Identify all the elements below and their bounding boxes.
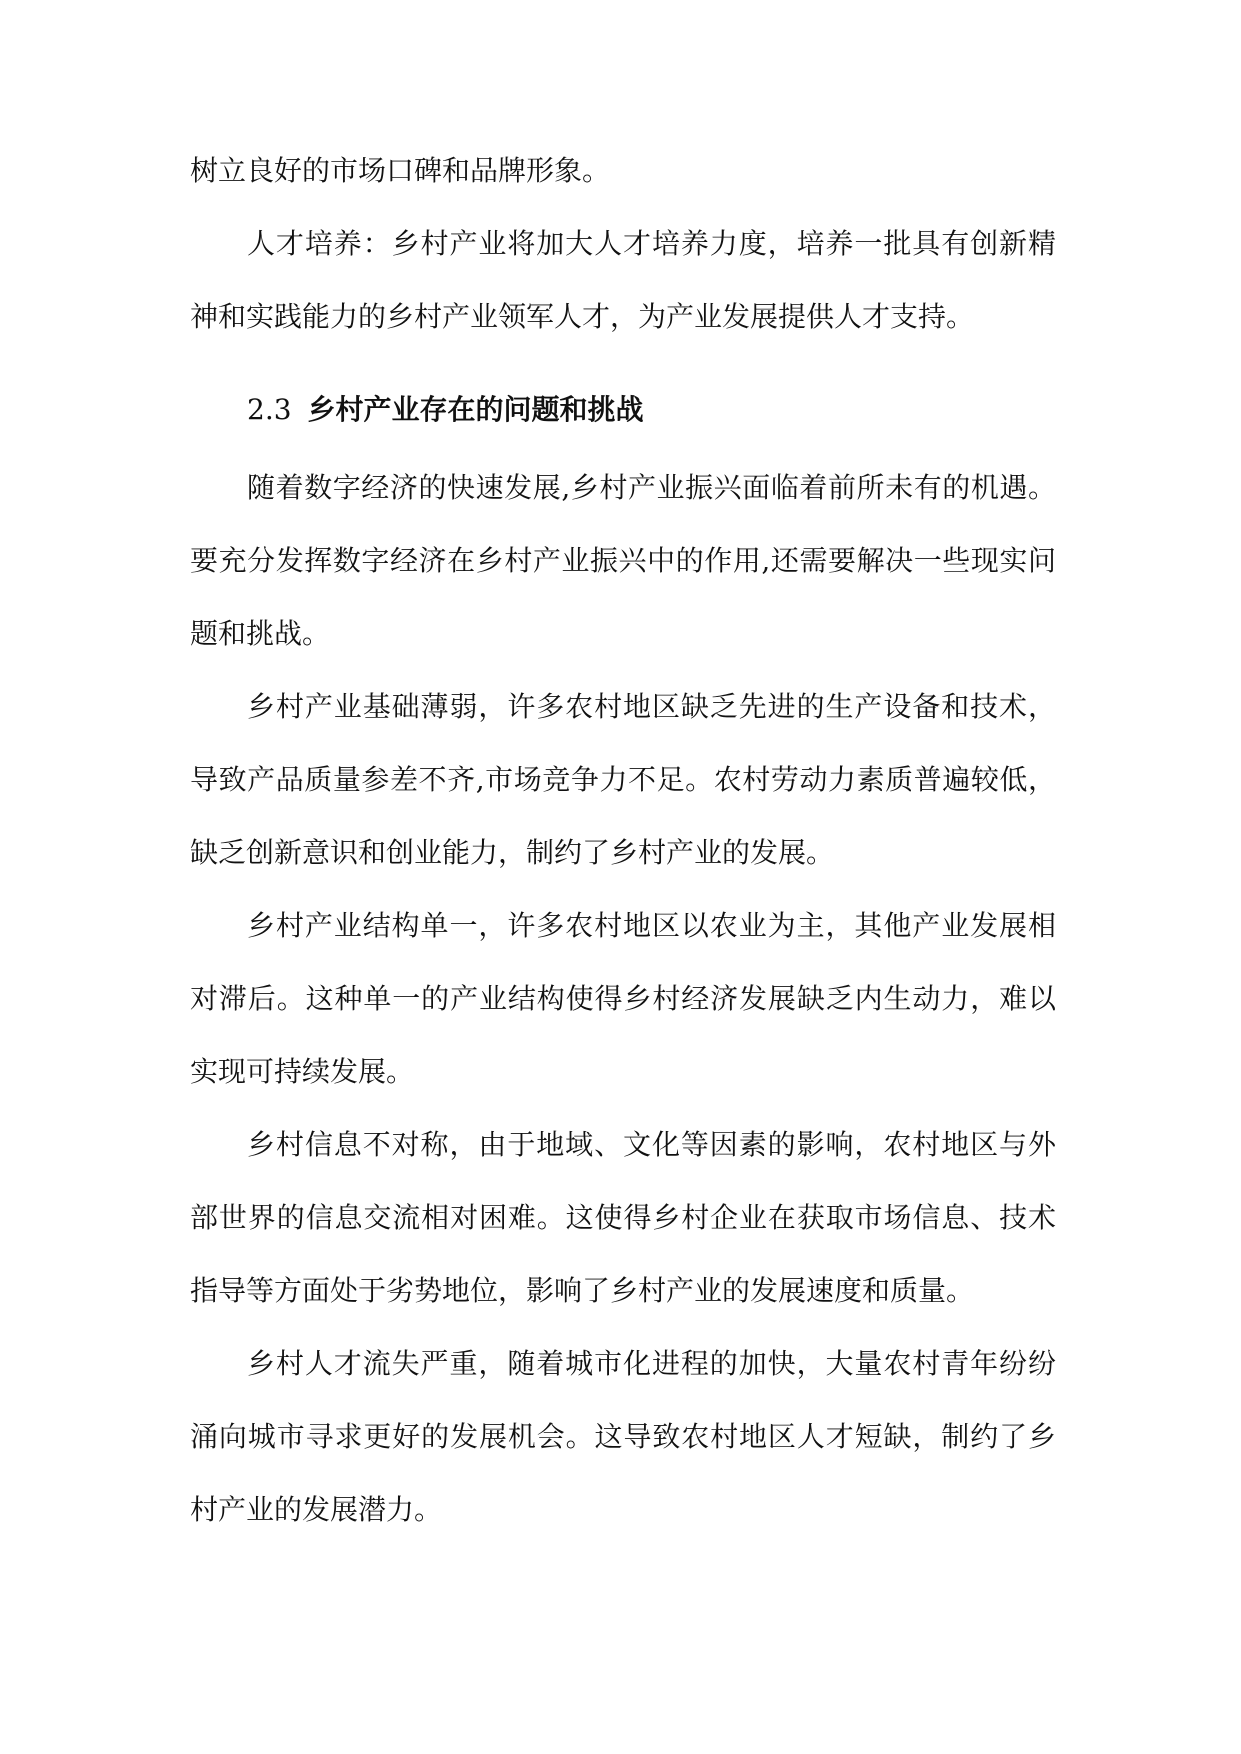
paragraph-weak-foundation: 乡村产业基础薄弱，许多农村地区缺乏先进的生产设备和技术，导致产品质量参差不齐,市场竞争力不足。农村劳动力素质普遍较低，缺乏创新意识和创业能力，制约了乡村产业的发展。: [190, 690, 1056, 869]
paragraph-information-asymmetry: 乡村信息不对称，由于地域、文化等因素的影响，农村地区与外部世界的信息交流相对困难。这使得乡村企业在获取市场信息、技术指导等方面处于劣势地位，影响了乡村产业的发展速度和质量。: [190, 1128, 1056, 1307]
paragraph-intro: 随着数字经济的快速发展,乡村产业振兴面临着前所未有的机遇。要充分发挥数字经济在乡村产业振兴中的作用,还需要解决一些现实问题和挑战。: [190, 471, 1056, 650]
paragraph-talent-loss: 乡村人才流失严重，随着城市化进程的加快，大量农村青年纷纷涌向城市寻求更好的发展机会。这导致农村地区人才短缺，制约了乡村产业的发展潜力。: [190, 1347, 1056, 1526]
paragraph-continuation: 树立良好的市场口碑和品牌形象。: [190, 154, 611, 187]
paragraph-single-structure: 乡村产业结构单一，许多农村地区以农业为主，其他产业发展相对滞后。这种单一的产业结构使得乡村经济发展缺乏内生动力，难以实现可持续发展。: [190, 909, 1056, 1088]
section-title: 乡村产业存在的问题和挑战: [307, 393, 644, 426]
document-body: [190, 134, 1056, 1546]
paragraph-talent-cultivation: 人才培养：乡村产业将加大人才培养力度，培养一批具有创新精神和实践能力的乡村产业领军人才，为产业发展提供人才支持。: [190, 227, 1056, 333]
section-heading: [190, 375, 1056, 445]
section-number: 2.3: [247, 393, 292, 426]
